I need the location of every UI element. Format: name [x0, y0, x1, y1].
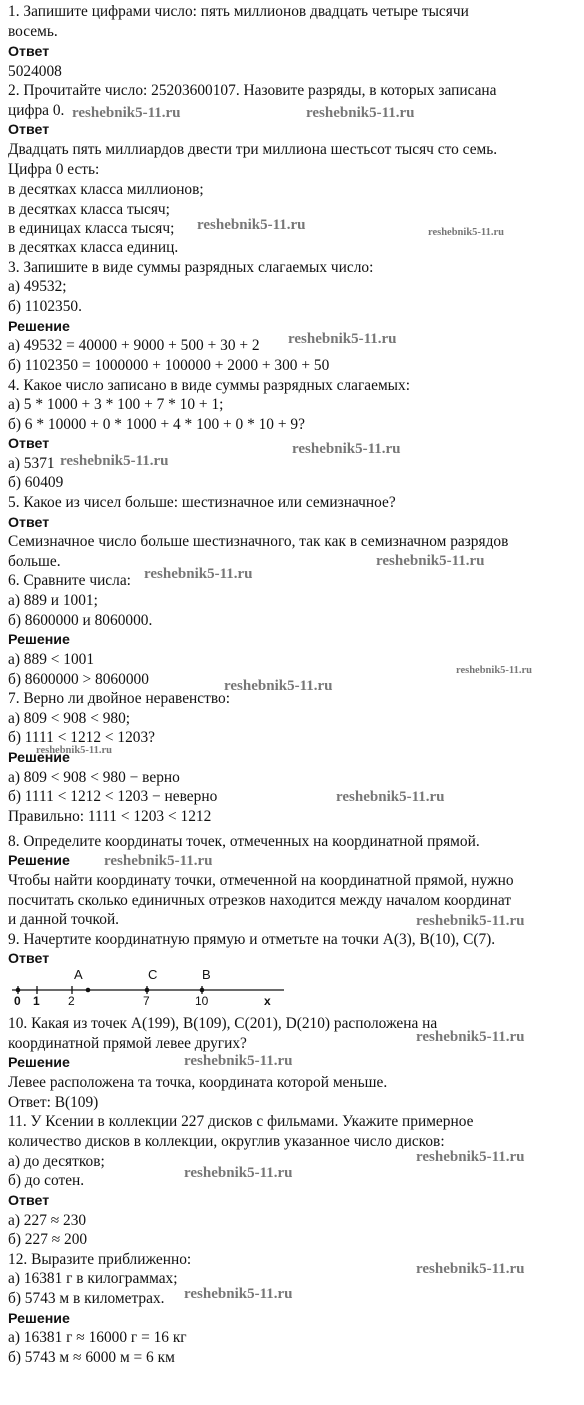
text-line: б) 60409: [8, 474, 64, 491]
section-heading: Решение: [8, 632, 70, 648]
tick-label-1: 1: [33, 994, 40, 1006]
text-line: 10. Какая из точек A(199), B(109), C(201), D(210) расположена на: [8, 1015, 438, 1032]
point-label-a: A: [74, 967, 83, 982]
watermark: reshebnik5-11.ru: [184, 1165, 293, 1181]
text-line: 11. У Ксении в коллекции 227 дисков с фильмами. Укажите примерное: [8, 1113, 474, 1130]
watermark: reshebnik5-11.ru: [416, 1149, 525, 1165]
text-line: а) 809 < 908 < 980;: [8, 710, 131, 727]
point-b: [200, 988, 205, 993]
section-heading: Ответ: [8, 1193, 50, 1209]
text-line: а) 49532 = 40000 + 9000 + 500 + 30 + 2: [8, 337, 260, 354]
text-line: б) 6 * 10000 + 0 * 1000 + 4 * 100 + 0 * 10 + 9?: [8, 416, 305, 433]
watermark: reshebnik5-11.ru: [36, 745, 112, 756]
text-line: в единицах класса тысяч;: [8, 220, 175, 237]
point-c: [145, 988, 150, 993]
text-line: больше.: [8, 553, 61, 570]
text-line: Семизначное число больше шестизначного, так как в семизначном разрядов: [8, 533, 509, 550]
text-line: Чтобы найти координату точки, отмеченной на координатной прямой, нужно: [8, 872, 514, 889]
text-line: координатной прямой левее других?: [8, 1035, 247, 1052]
watermark: reshebnik5-11.ru: [336, 789, 445, 805]
text-line: и данной точкой.: [8, 911, 120, 928]
section-heading: Ответ: [8, 122, 50, 138]
watermark: reshebnik5-11.ru: [60, 453, 169, 469]
text-line: в десятках класса миллионов;: [8, 181, 204, 198]
watermark: reshebnik5-11.ru: [416, 1261, 525, 1277]
text-line: 2. Прочитайте число: 25203600107. Назовите разряды, в которых записана: [8, 82, 497, 99]
section-heading: Ответ: [8, 951, 50, 967]
text-line: 4. Какое число записано в виде суммы разрядных слагаемых:: [8, 377, 410, 394]
text-line: а) до десятков;: [8, 1153, 105, 1170]
text-line: 1. Запишите цифрами число: пять миллионов двадцать четыре тысячи: [8, 3, 469, 20]
watermark: reshebnik5-11.ru: [197, 217, 306, 233]
watermark: reshebnik5-11.ru: [184, 1286, 293, 1302]
section-heading: Ответ: [8, 436, 50, 452]
watermark: reshebnik5-11.ru: [416, 913, 525, 929]
section-heading: Решение: [8, 1055, 70, 1071]
watermark: reshebnik5-11.ru: [292, 441, 401, 457]
text-line: б) 1102350 = 1000000 + 100000 + 2000 + 300 + 50: [8, 357, 330, 374]
tick-label-0: 0: [14, 994, 21, 1006]
text-line: в десятках класса тысяч;: [8, 201, 170, 218]
section-heading: Решение: [8, 319, 70, 335]
text-line: Правильно: 1111 < 1203 < 1212: [8, 808, 212, 825]
watermark: reshebnik5-11.ru: [184, 1053, 293, 1069]
text-line: а) 49532;: [8, 278, 67, 295]
text-line: 12. Выразите приближенно:: [8, 1251, 192, 1268]
section-heading: Решение: [8, 1311, 70, 1327]
text-line: а) 227 ≈ 230: [8, 1212, 87, 1229]
watermark: reshebnik5-11.ru: [288, 331, 397, 347]
text-line: б) 5743 м в километрах.: [8, 1290, 165, 1307]
text-line: б) 8600000 и 8060000.: [8, 612, 153, 629]
text-line: 5. Какое из чисел больше: шестизначное или семизначное?: [8, 494, 396, 511]
watermark: reshebnik5-11.ru: [376, 553, 485, 569]
section-heading: Решение: [8, 750, 70, 766]
text-line: Левее расположена та точка, координата которой меньше.: [8, 1074, 388, 1091]
section-heading: Ответ: [8, 44, 50, 60]
text-line: а) 16381 г ≈ 16000 г = 16 кг: [8, 1329, 187, 1346]
point-label-c: C: [148, 967, 158, 982]
text-line: Ответ: B(109): [8, 1094, 99, 1111]
text-line: б) 227 ≈ 200: [8, 1231, 88, 1248]
text-line: Цифра 0 есть:: [8, 161, 100, 178]
text-line: б) 1111 < 1212 < 1203 − неверно: [8, 788, 218, 805]
watermark: reshebnik5-11.ru: [456, 665, 532, 676]
axis-label-x: x: [264, 994, 271, 1006]
text-line: а) 16381 г в килограммах;: [8, 1270, 178, 1287]
text-line: 3. Запишите в виде суммы разрядных слагаемых число:: [8, 259, 374, 276]
text-line: количество дисков в коллекции, округлив указанное число дисков:: [8, 1133, 445, 1150]
text-line: б) 1102350.: [8, 298, 82, 315]
section-heading: Ответ: [8, 515, 50, 531]
text-line: в десятках класса единиц.: [8, 239, 179, 256]
text-line: а) 889 < 1001: [8, 651, 95, 668]
section-heading: Решение: [8, 853, 70, 869]
text-line: 7. Верно ли двойное неравенство:: [8, 690, 230, 707]
tick-label-10: 10: [195, 994, 209, 1006]
origin-point: [16, 988, 21, 993]
text-line: 8. Определите координаты точек, отмеченных на координатной прямой.: [8, 833, 480, 850]
point-label-b: B: [202, 967, 211, 982]
text-line: б) 8600000 > 8060000: [8, 671, 149, 688]
text-line: 5024008: [8, 63, 62, 80]
tick-label-2: 2: [68, 994, 75, 1006]
text-line: 9. Начертите координатную прямую и отметьте на точки А(3), В(10), С(7).: [8, 931, 496, 948]
watermark: reshebnik5-11.ru: [72, 105, 181, 121]
watermark: reshebnik5-11.ru: [224, 678, 333, 694]
point-a: [86, 988, 91, 993]
text-line: а) 5371: [8, 455, 55, 472]
watermark: reshebnik5-11.ru: [144, 566, 253, 582]
watermark: reshebnik5-11.ru: [428, 227, 504, 238]
tick-label-7: 7: [143, 994, 150, 1006]
text-line: а) 5 * 1000 + 3 * 100 + 7 * 10 + 1;: [8, 396, 224, 413]
text-line: 6. Сравните числа:: [8, 572, 131, 589]
text-line: цифра 0.: [8, 102, 65, 119]
text-line: посчитать сколько единичных отрезков находится между началом координат: [8, 892, 512, 909]
watermark: reshebnik5-11.ru: [104, 853, 213, 869]
text-line: б) до сотен.: [8, 1172, 85, 1189]
coordinate-line-figure: [8, 966, 298, 1006]
text-line: б) 1111 < 1212 < 1203?: [8, 729, 156, 746]
text-line: Двадцать пять миллиардов двести три миллиона шестьсот тысяч сто семь.: [8, 141, 498, 158]
text-line: восемь.: [8, 23, 58, 40]
watermark: reshebnik5-11.ru: [306, 105, 415, 121]
text-line: а) 809 < 908 < 980 − верно: [8, 769, 180, 786]
watermark: reshebnik5-11.ru: [416, 1029, 525, 1045]
text-line: а) 889 и 1001;: [8, 592, 98, 609]
text-line: б) 5743 м ≈ 6000 м = 6 км: [8, 1349, 175, 1366]
